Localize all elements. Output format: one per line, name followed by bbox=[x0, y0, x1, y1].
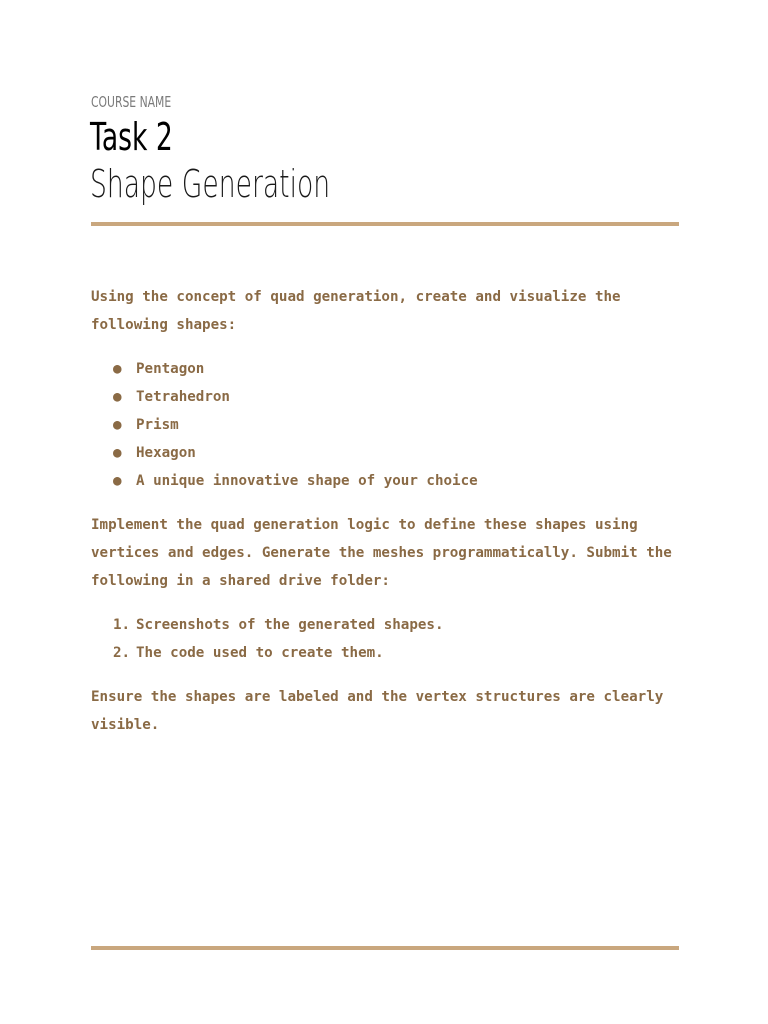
task-title: Task 2 bbox=[90, 115, 173, 159]
list-item bbox=[113, 611, 681, 639]
shape-label: Tetrahedron bbox=[136, 389, 230, 405]
submissions-list bbox=[91, 611, 681, 667]
bullet-icon: ● bbox=[113, 389, 122, 405]
item-number: 2. bbox=[113, 645, 131, 661]
shape-label: Pentagon bbox=[136, 361, 205, 377]
bottom-divider bbox=[91, 946, 679, 950]
closing-paragraph: Ensure the shapes are labeled and the vertex structures are clearly visible. bbox=[91, 689, 664, 733]
top-divider bbox=[91, 222, 679, 226]
item-number: 1. bbox=[113, 617, 131, 633]
task-subtitle: Shape Generation bbox=[90, 162, 331, 206]
bullet-icon: ● bbox=[113, 445, 122, 461]
list-item bbox=[113, 439, 681, 467]
submission-label: Screenshots of the generated shapes. bbox=[136, 617, 444, 633]
shape-label: Prism bbox=[136, 417, 179, 433]
shape-label: A unique innovative shape of your choice bbox=[136, 473, 478, 489]
bullet-icon: ● bbox=[113, 361, 122, 377]
intro-paragraph: Using the concept of quad generation, create and visualize the following shapes: bbox=[91, 289, 621, 333]
submission-label: The code used to create them. bbox=[136, 645, 384, 661]
task-description bbox=[91, 283, 681, 755]
course-name: COURSE NAME bbox=[91, 93, 172, 111]
bullet-icon: ● bbox=[113, 473, 122, 489]
list-item bbox=[113, 383, 681, 411]
list-item bbox=[113, 411, 681, 439]
shape-label: Hexagon bbox=[136, 445, 196, 461]
list-item bbox=[113, 639, 681, 667]
bullet-icon: ● bbox=[113, 417, 122, 433]
list-item bbox=[113, 467, 681, 495]
shapes-list bbox=[91, 355, 681, 495]
list-item bbox=[113, 355, 681, 383]
instructions-paragraph: Implement the quad generation logic to define these shapes using vertices and edges. Generate the meshes programmatically. Submit the following in a shared drive folder: bbox=[91, 517, 672, 589]
